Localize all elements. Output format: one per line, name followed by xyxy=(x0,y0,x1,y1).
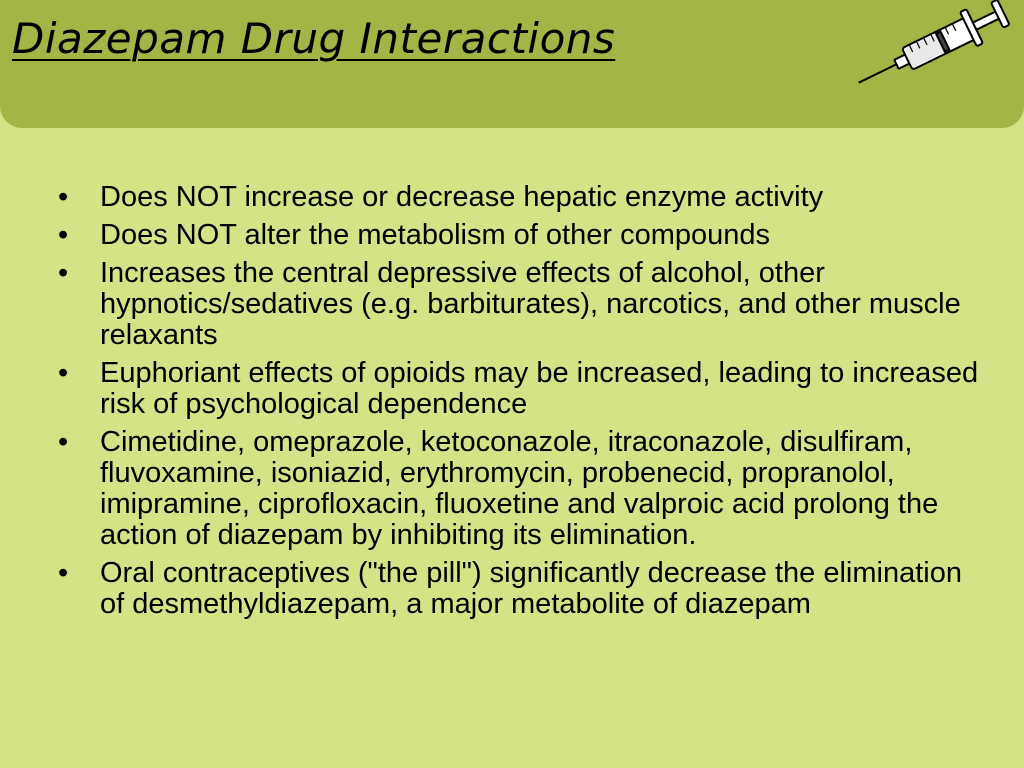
bullet-marker: • xyxy=(58,257,69,289)
bullet-text: Euphoriant effects of opioids may be increased, leading to increased risk of psychological dependence xyxy=(100,357,979,420)
bullet-marker: • xyxy=(58,357,69,389)
bullet-list xyxy=(58,182,988,627)
bullet-text: Does NOT increase or decrease hepatic enzyme activity xyxy=(100,181,824,213)
bullet-marker: • xyxy=(58,181,69,213)
bullet-marker: • xyxy=(58,426,69,458)
bullet-item xyxy=(58,358,988,420)
bullet-item xyxy=(58,558,988,620)
bullet-marker: • xyxy=(58,219,69,251)
bullet-text: Cimetidine, omeprazole, ketoconazole, itraconazole, disulfiram, fluvoxamine, isoniazid, erythromycin, probenecid, propranolol, imipramine, ciprofloxacin, fluoxetine and valproic acid prolong the action of diazepam by inhibiting its elimination. xyxy=(100,426,939,551)
title-banner xyxy=(0,0,1024,128)
bullet-text: Increases the central depressive effects of alcohol, other hypnotics/sedatives (e.g. barbiturates), narcotics, and other muscle relaxants xyxy=(100,257,961,351)
bullet-item xyxy=(58,427,988,551)
slide-title: Diazepam Drug Interactions xyxy=(12,14,616,63)
bullet-text: Does NOT alter the metabolism of other compounds xyxy=(100,219,771,251)
bullet-item xyxy=(58,220,988,251)
bullet-item xyxy=(58,258,988,351)
bullet-marker: • xyxy=(58,557,69,589)
syringe-icon xyxy=(848,0,1024,90)
bullet-item xyxy=(58,182,988,213)
bullet-text: Oral contraceptives ("the pill") significantly decrease the elimination of desmethyldiazepam, a major metabolite of diazepam xyxy=(100,557,962,620)
